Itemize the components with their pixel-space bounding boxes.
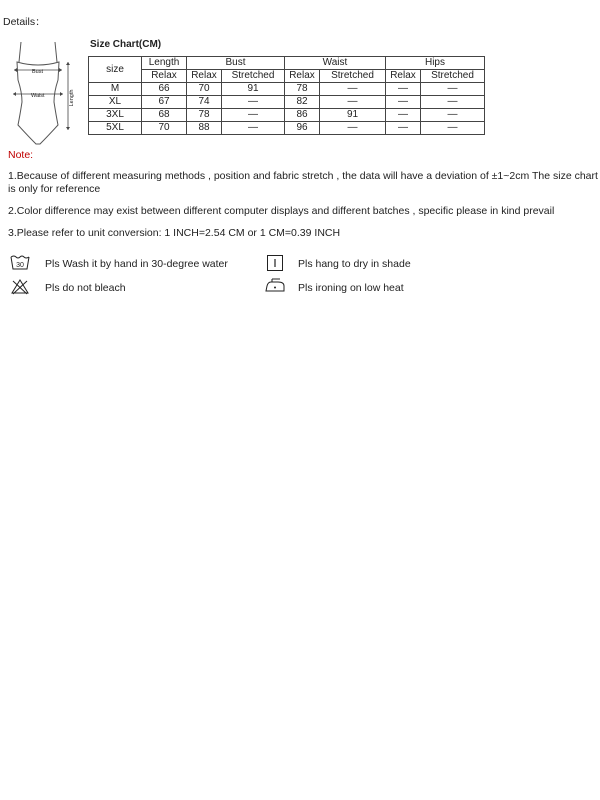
size-chart-title: Size Chart(CM)	[90, 39, 162, 50]
swimsuit-measurement-figure	[10, 40, 80, 150]
no-bleach-icon	[10, 278, 30, 295]
size-chart-table	[88, 56, 485, 135]
waist-label: Waist	[31, 93, 45, 99]
table-cell: —	[421, 83, 485, 96]
care-bleach-text: Pls do not bleach	[45, 282, 126, 294]
note-2: 2.Color difference may exist between different computer displays and different batches , specific please in kind prevail	[8, 205, 555, 217]
subheader: Stretched	[421, 70, 485, 83]
table-cell: —	[320, 122, 386, 135]
table-header-row	[89, 57, 485, 70]
table-row	[89, 83, 485, 96]
table-cell: —	[222, 96, 285, 109]
care-wash-text: Pls Wash it by hand in 30-degree water	[45, 258, 228, 270]
iron-low-heat-icon	[264, 278, 286, 294]
table-cell: —	[320, 83, 386, 96]
subheader: Stretched	[222, 70, 285, 83]
table-cell: 70	[187, 83, 222, 96]
table-cell: —	[222, 109, 285, 122]
care-iron-text: Pls ironing on low heat	[298, 282, 404, 294]
table-cell: 88	[187, 122, 222, 135]
note-label: Note:	[8, 149, 34, 161]
table-cell: 91	[320, 109, 386, 122]
table-subheader-row	[89, 70, 485, 83]
subheader: Relax	[142, 70, 187, 83]
table-cell: 86	[285, 109, 320, 122]
table-cell: 78	[187, 109, 222, 122]
group-header-bust: Bust	[187, 57, 285, 70]
subheader: Stretched	[320, 70, 386, 83]
table-cell: —	[421, 122, 485, 135]
table-cell: —	[222, 122, 285, 135]
size-cell: XL	[89, 96, 142, 109]
size-header: size	[89, 57, 142, 83]
size-rows	[89, 83, 485, 135]
table-cell: —	[386, 96, 421, 109]
size-cell: 3XL	[89, 109, 142, 122]
table-cell: 66	[142, 83, 187, 96]
details-label: Details：	[3, 16, 46, 28]
note-1: 1.Because of different measuring methods , position and fabric stretch , the data will have a deviation of ±1~2cm The size chart is only for reference	[8, 170, 598, 195]
table-cell: 91	[222, 83, 285, 96]
care-dry-text: Pls hang to dry in shade	[298, 258, 411, 270]
length-label: Length	[69, 89, 75, 107]
table-row	[89, 109, 485, 122]
table-cell: 74	[187, 96, 222, 109]
group-header-waist: Waist	[285, 57, 386, 70]
table-cell: —	[386, 122, 421, 135]
table-cell: 68	[142, 109, 187, 122]
table-row	[89, 122, 485, 135]
dry-in-shade-icon	[266, 254, 284, 272]
size-cell: M	[89, 83, 142, 96]
table-cell: —	[386, 83, 421, 96]
table-cell: —	[421, 109, 485, 122]
table-cell: 96	[285, 122, 320, 135]
hand-wash-icon	[10, 254, 30, 271]
note-3: 3.Please refer to unit conversion: 1 INCH=2.54 CM or 1 CM=0.39 INCH	[8, 227, 341, 239]
table-cell: —	[421, 96, 485, 109]
table-cell: 78	[285, 83, 320, 96]
group-header-hips: Hips	[386, 57, 485, 70]
subheader: Relax	[285, 70, 320, 83]
size-cell: 5XL	[89, 122, 142, 135]
subheader: Relax	[386, 70, 421, 83]
table-row	[89, 96, 485, 109]
group-header-length: Length	[142, 57, 187, 70]
table-cell: 82	[285, 96, 320, 109]
subheader: Relax	[187, 70, 222, 83]
table-cell: 67	[142, 96, 187, 109]
bust-label: Bust	[32, 69, 44, 75]
wash-temp: 30	[16, 262, 24, 269]
table-cell: —	[386, 109, 421, 122]
table-cell: —	[320, 96, 386, 109]
table-cell: 70	[142, 122, 187, 135]
